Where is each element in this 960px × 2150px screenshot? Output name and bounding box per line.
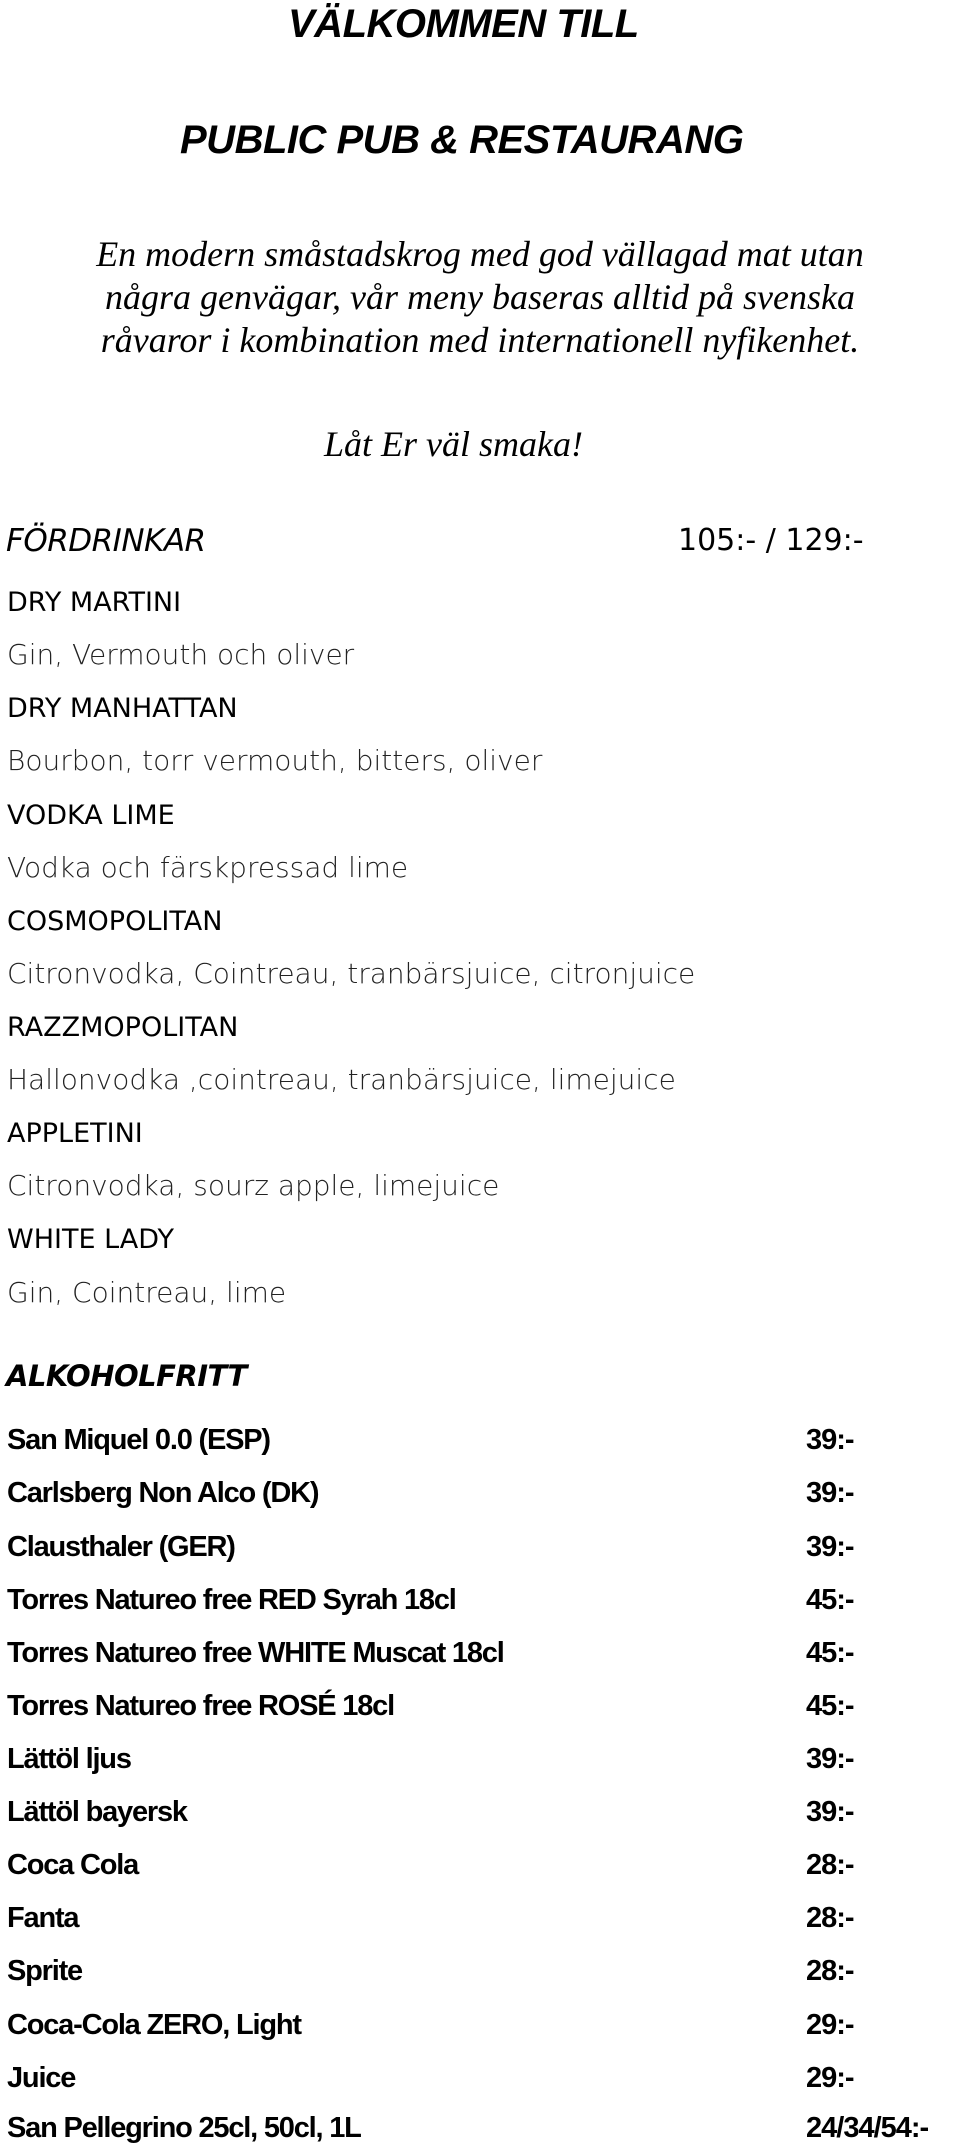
drink-name: VODKA LIME: [7, 800, 175, 831]
item-price: 39:-: [806, 1743, 854, 1775]
intro-line-1: En modern småstadskrog med god vällagad mat utan: [96, 234, 864, 274]
welcome-heading: VÄLKOMMEN TILL: [288, 2, 639, 46]
item-name: Torres Natureo free RED Syrah 18cl: [7, 1584, 456, 1616]
drink-name: COSMOPOLITAN: [7, 906, 223, 937]
drink-name: DRY MANHATTAN: [7, 693, 238, 724]
drink-description: Citronvodka, Cointreau, tranbärsjuice, citronjuice: [7, 957, 696, 990]
drink-name: DRY MARTINI: [7, 587, 182, 618]
item-name: Juice: [7, 2062, 76, 2094]
drink-description: Citronvodka, sourz apple, limejuice: [7, 1169, 500, 1202]
closing-line: Låt Er väl smaka!: [324, 424, 583, 464]
item-price: 45:-: [806, 1637, 854, 1669]
item-price: 29:-: [806, 2009, 854, 2041]
drink-description: Hallonvodka ,cointreau, tranbärsjuice, limejuice: [7, 1063, 676, 1096]
item-name: Sprite: [7, 1955, 82, 1987]
item-price: 24/34/54:-: [806, 2112, 929, 2144]
item-name: Carlsberg Non Alco (DK): [7, 1477, 319, 1509]
item-name: Fanta: [7, 1902, 79, 1934]
drink-name: RAZZMOPOLITAN: [7, 1012, 239, 1043]
drink-description: Vodka och färskpressad lime: [7, 851, 409, 884]
intro-line-2: några genvägar, vår meny baseras alltid på svenska: [105, 277, 855, 317]
item-name: Lättöl ljus: [7, 1743, 131, 1775]
drink-name: WHITE LADY: [7, 1224, 175, 1255]
item-name: Torres Natureo free WHITE Muscat 18cl: [7, 1637, 504, 1669]
item-price: 28:-: [806, 1955, 854, 1987]
drink-description: Bourbon, torr vermouth, bitters, oliver: [7, 744, 543, 777]
item-name: Coca Cola: [7, 1849, 139, 1881]
item-price: 39:-: [806, 1531, 854, 1563]
item-name: San Miquel 0.0 (ESP): [7, 1424, 270, 1456]
drink-description: Gin, Vermouth och oliver: [7, 638, 355, 671]
drink-name: APPLETINI: [7, 1118, 143, 1149]
item-name: Torres Natureo free ROSÉ 18cl: [7, 1690, 394, 1722]
item-name: Lättöl bayersk: [7, 1796, 187, 1828]
item-price: 39:-: [806, 1477, 854, 1509]
restaurant-name: PUBLIC PUB & RESTAURANG: [180, 118, 744, 162]
item-price: 28:-: [806, 1849, 854, 1881]
alkoholfritt-title: ALKOHOLFRITT: [6, 1359, 247, 1393]
item-price: 45:-: [806, 1690, 854, 1722]
item-name: Clausthaler (GER): [7, 1531, 235, 1563]
item-price: 29:-: [806, 2062, 854, 2094]
intro-line-3: råvaror i kombination med internationell nyfikenhet.: [100, 320, 860, 360]
fordrinkar-price: 105:- / 129:-: [678, 523, 864, 558]
item-price: 39:-: [806, 1796, 854, 1828]
item-name: Coca-Cola ZERO, Light: [7, 2009, 301, 2041]
item-name: San Pellegrino 25cl, 50cl, 1L: [7, 2112, 361, 2144]
fordrinkar-title: FÖRDRINKAR: [6, 523, 206, 559]
item-price: 45:-: [806, 1584, 854, 1616]
item-price: 39:-: [806, 1424, 854, 1456]
item-price: 28:-: [806, 1902, 854, 1934]
drink-description: Gin, Cointreau, lime: [7, 1276, 287, 1309]
